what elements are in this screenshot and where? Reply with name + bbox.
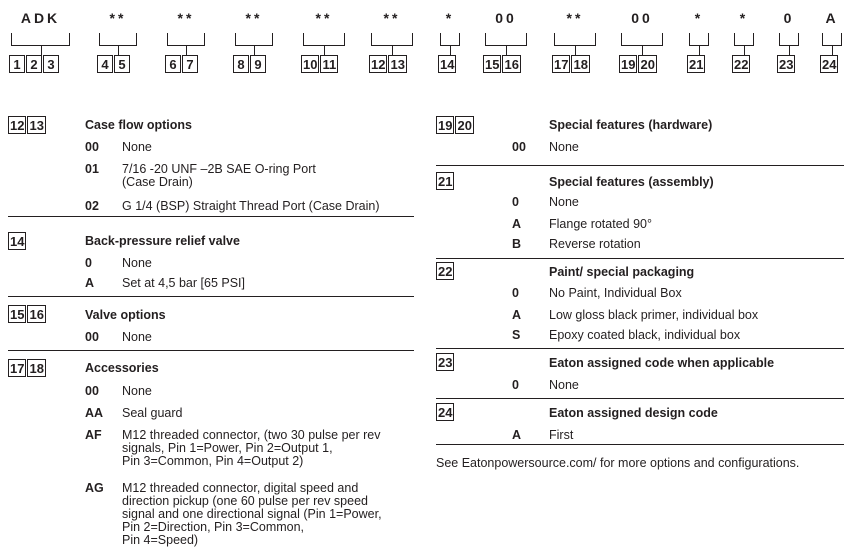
position-box: 17 (554, 57, 569, 72)
position-boxes (9, 55, 59, 73)
code-group-text: ** (245, 10, 263, 26)
section-title: Valve options (85, 308, 166, 322)
code-group-text: 00 (495, 10, 517, 26)
option-code: 0 (512, 195, 519, 209)
position-boxes (301, 55, 338, 73)
section-number-boxes (8, 305, 46, 323)
position-boxes (369, 55, 407, 73)
position-box: 20 (640, 57, 655, 72)
position-box: 12 (10, 118, 25, 133)
position-box: 17 (10, 361, 25, 376)
code-group-text: ** (177, 10, 195, 26)
position-box: 24 (822, 57, 837, 72)
position-box: 18 (29, 361, 44, 376)
section-number-boxes (8, 359, 46, 377)
option-code: A (512, 217, 522, 231)
position-boxes (165, 55, 198, 73)
option-desc: None (549, 378, 579, 392)
position-box: 20 (457, 118, 472, 133)
option-desc: None (122, 256, 152, 270)
code-group-text: ** (109, 10, 127, 26)
section-title: Back-pressure relief valve (85, 234, 240, 248)
position-box: 8 (233, 55, 249, 73)
position-boxes (820, 55, 838, 73)
position-box: 23 (438, 355, 453, 370)
option-code: 0 (85, 256, 92, 270)
position-box: 3 (43, 55, 59, 73)
option-code: AF (85, 428, 102, 442)
option-code: AG (85, 481, 104, 495)
option-desc: None (122, 140, 152, 154)
option-desc: No Paint, Individual Box (549, 286, 682, 300)
code-group-text: 0 (783, 10, 795, 26)
section-number-boxes (436, 172, 454, 190)
section-number-boxes (436, 353, 454, 371)
position-boxes (552, 55, 590, 73)
section-number-boxes (436, 262, 454, 280)
option-code: 00 (85, 384, 99, 398)
position-box: 19 (438, 118, 453, 133)
option-desc: 7/16 -20 UNF –2B SAE O-ring Port (Case Drain) (122, 162, 316, 189)
option-code: 0 (512, 286, 519, 300)
position-boxes (777, 55, 795, 73)
option-desc: Flange rotated 90° (549, 217, 652, 231)
section-title: Case flow options (85, 118, 192, 132)
option-code: 00 (85, 140, 99, 154)
code-group-text: * (694, 10, 704, 26)
section-special-hardware (436, 112, 844, 165)
position-box: 14 (10, 234, 25, 249)
position-box: 16 (504, 57, 519, 72)
section-eaton-design (436, 398, 844, 445)
position-box: 5 (114, 55, 130, 73)
section-eaton-code (436, 348, 844, 399)
option-code: 02 (85, 199, 99, 213)
option-code: B (512, 237, 522, 251)
position-box: 13 (390, 57, 405, 72)
section-number-boxes (8, 116, 46, 134)
position-box: 21 (438, 174, 453, 189)
position-box: 4 (97, 55, 113, 73)
option-desc: Set at 4,5 bar [65 PSI] (122, 276, 245, 290)
position-box: 22 (438, 264, 453, 279)
section-paint-packaging (436, 258, 844, 349)
option-code: 0 (512, 378, 519, 392)
code-group-text: 00 (631, 10, 653, 26)
position-boxes (97, 55, 130, 73)
position-box: 16 (29, 307, 44, 322)
section-case-flow (8, 112, 414, 216)
option-code: S (512, 328, 521, 342)
position-box: 12 (371, 57, 386, 72)
code-group-text: A (825, 10, 839, 26)
code-group-text: ** (315, 10, 333, 26)
position-boxes (619, 55, 657, 73)
option-desc: None (549, 195, 579, 209)
position-boxes (233, 55, 266, 73)
position-box: 10 (303, 57, 318, 72)
option-desc: First (549, 428, 574, 442)
section-number-boxes (436, 403, 454, 421)
option-desc: Reverse rotation (549, 237, 641, 251)
option-code: 00 (512, 140, 526, 154)
section-title: Special features (hardware) (549, 118, 713, 132)
position-box: 6 (165, 55, 181, 73)
option-desc: None (122, 384, 152, 398)
option-code: 01 (85, 162, 99, 176)
section-valve-options (8, 296, 414, 351)
option-desc: None (122, 330, 152, 344)
option-desc: Low gloss black primer, individual box (549, 308, 759, 322)
position-box: 24 (438, 405, 453, 420)
option-desc: G 1/4 (BSP) Straight Thread Port (Case Drain) (122, 199, 380, 213)
code-group-text: ADK (20, 10, 61, 26)
position-box: 11 (322, 57, 337, 72)
section-title: Eaton assigned design code (549, 406, 718, 420)
position-box: 15 (10, 307, 25, 322)
footer-note: See Eatonpowersource.com/ for more options and configurations. (436, 456, 800, 470)
position-box: 2 (26, 55, 42, 73)
position-box: 21 (689, 57, 704, 72)
option-code: A (512, 308, 522, 322)
position-box: 7 (182, 55, 198, 73)
option-desc: Epoxy coated black, individual box (549, 328, 741, 342)
position-box: 22 (734, 57, 749, 72)
code-group-text: * (445, 10, 455, 26)
position-boxes (687, 55, 705, 73)
section-back-pressure (8, 216, 414, 297)
code-group-text: ** (383, 10, 401, 26)
position-boxes (438, 55, 456, 73)
section-number-boxes (436, 116, 474, 134)
position-box: 15 (485, 57, 500, 72)
section-title: Special features (assembly) (549, 175, 714, 189)
section-number-boxes (8, 232, 26, 250)
code-group-text: ** (566, 10, 584, 26)
position-box: 18 (573, 57, 588, 72)
position-boxes (732, 55, 750, 73)
option-code: A (85, 276, 95, 290)
position-boxes (483, 55, 521, 73)
option-desc: M12 threaded connector, (two 30 pulse per rev signals, Pin 1=Power, Pin 2=Output 1, Pin 3=Common, Pin 4=Output 2) (122, 428, 381, 468)
option-desc: M12 threaded connector, digital speed and direction pickup (one 60 pulse per rev speed signal and one directional signal (Pin 1=Power, Pin 2=Direction, Pin 3=Common, Pin 4=Speed) (122, 481, 382, 547)
option-desc: None (549, 140, 579, 154)
section-accessories (8, 350, 414, 556)
option-desc: Seal guard (122, 406, 183, 420)
code-group-text: * (739, 10, 749, 26)
section-title: Eaton assigned code when applicable (549, 356, 775, 370)
position-box: 1 (9, 55, 25, 73)
position-box: 9 (250, 55, 266, 73)
option-code: 00 (85, 330, 99, 344)
position-box: 13 (29, 118, 44, 133)
option-code: AA (85, 406, 104, 420)
section-title: Paint/ special packaging (549, 265, 695, 279)
section-special-assembly (436, 165, 844, 259)
section-title: Accessories (85, 361, 159, 375)
position-box: 14 (440, 57, 455, 72)
position-box: 23 (779, 57, 794, 72)
position-box: 19 (621, 57, 636, 72)
option-code: A (512, 428, 522, 442)
